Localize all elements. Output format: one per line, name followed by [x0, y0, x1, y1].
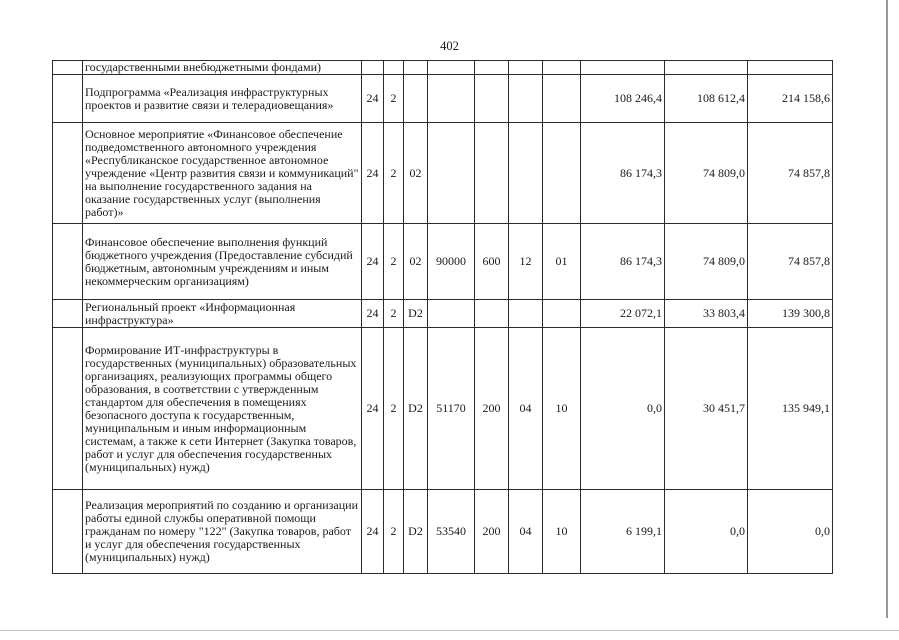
subsection-code-cell: 10: [543, 328, 581, 490]
section-code-cell: [509, 75, 543, 123]
program-code-cell: 24: [362, 490, 384, 574]
measure-code-cell: 02: [404, 224, 428, 300]
program-code-cell: 24: [362, 75, 384, 123]
subsection-code-cell: [543, 300, 581, 328]
direction-code-cell: [428, 61, 475, 75]
expense-type-cell: 200: [475, 490, 509, 574]
measure-code-cell: [404, 61, 428, 75]
section-code-cell: [509, 61, 543, 75]
direction-code-cell: 53540: [428, 490, 475, 574]
amount-year-3-cell: 139 300,8: [748, 300, 833, 328]
amount-year-1-cell: 0,0: [581, 328, 665, 490]
item-name-cell: Финансовое обеспечение выполнения функций бюджетного учреждения (Предоставление субсидий бюджетным, автономным учреждениям и иным некоммерческим организациям): [83, 224, 362, 300]
table-row: [53, 328, 833, 490]
table-row: [53, 123, 833, 224]
subsection-code-cell: [543, 61, 581, 75]
row-number-cell: [53, 224, 83, 300]
amount-year-3-cell: 214 158,6: [748, 75, 833, 123]
scan-edge-bottom: [0, 630, 899, 631]
budget-table: [52, 60, 833, 574]
direction-code-cell: 90000: [428, 224, 475, 300]
amount-year-1-cell: 22 072,1: [581, 300, 665, 328]
expense-type-cell: 200: [475, 328, 509, 490]
section-code-cell: 04: [509, 328, 543, 490]
subprogram-code-cell: 2: [384, 224, 404, 300]
measure-code-cell: D2: [404, 490, 428, 574]
direction-code-cell: [428, 300, 475, 328]
amount-year-3-cell: 74 857,8: [748, 224, 833, 300]
measure-code-cell: 02: [404, 123, 428, 224]
direction-code-cell: [428, 123, 475, 224]
amount-year-2-cell: 30 451,7: [665, 328, 748, 490]
row-number-cell: [53, 123, 83, 224]
section-code-cell: [509, 123, 543, 224]
amount-year-1-cell: 108 246,4: [581, 75, 665, 123]
amount-year-3-cell: 135 949,1: [748, 328, 833, 490]
row-number-cell: [53, 490, 83, 574]
amount-year-2-cell: 74 809,0: [665, 123, 748, 224]
amount-year-1-cell: [581, 61, 665, 75]
subsection-code-cell: 01: [543, 224, 581, 300]
subsection-code-cell: 10: [543, 490, 581, 574]
budget-table-body: [53, 61, 833, 574]
amount-year-1-cell: 86 174,3: [581, 123, 665, 224]
amount-year-2-cell: 108 612,4: [665, 75, 748, 123]
amount-year-2-cell: 33 803,4: [665, 300, 748, 328]
subprogram-code-cell: 2: [384, 328, 404, 490]
item-name-cell: Подпрограмма «Реализация инфраструктурных проектов и развитие связи и телерадиовещания»: [83, 75, 362, 123]
subprogram-code-cell: 2: [384, 123, 404, 224]
item-name-cell: Региональный проект «Информационная инфраструктура»: [83, 300, 362, 328]
item-name-cell: Основное мероприятие «Финансовое обеспечение подведомственного автономного учреждения «Республиканское государственное автономное учреждение «Центр развития связи и коммуникаций" на выполнение государственного задания на оказание государственных услуг (выполнения работ)»: [83, 123, 362, 224]
table-row: [53, 75, 833, 123]
measure-code-cell: D2: [404, 328, 428, 490]
amount-year-1-cell: 6 199,1: [581, 490, 665, 574]
subprogram-code-cell: 2: [384, 75, 404, 123]
item-name-cell: государственными внебюджетными фондами): [83, 61, 362, 75]
subprogram-code-cell: [384, 61, 404, 75]
measure-code-cell: [404, 75, 428, 123]
expense-type-cell: [475, 300, 509, 328]
table-row: [53, 490, 833, 574]
table-row: [53, 61, 833, 75]
program-code-cell: 24: [362, 328, 384, 490]
program-code-cell: 24: [362, 224, 384, 300]
expense-type-cell: 600: [475, 224, 509, 300]
item-name-cell: Реализация мероприятий по созданию и организации работы единой службы оперативной помощи гражданам по номеру "122" (Закупка товаров, работ и услуг для обеспечения государственных (муниципальных) нужд): [83, 490, 362, 574]
row-number-cell: [53, 328, 83, 490]
program-code-cell: [362, 61, 384, 75]
subprogram-code-cell: 2: [384, 490, 404, 574]
amount-year-3-cell: 74 857,8: [748, 123, 833, 224]
section-code-cell: [509, 300, 543, 328]
table-row: [53, 224, 833, 300]
row-number-cell: [53, 300, 83, 328]
table-row: [53, 300, 833, 328]
expense-type-cell: [475, 75, 509, 123]
amount-year-2-cell: [665, 61, 748, 75]
direction-code-cell: 51170: [428, 328, 475, 490]
section-code-cell: 12: [509, 224, 543, 300]
subsection-code-cell: [543, 75, 581, 123]
amount-year-2-cell: 0,0: [665, 490, 748, 574]
row-number-cell: [53, 61, 83, 75]
page-number: 402: [440, 39, 459, 53]
amount-year-1-cell: 86 174,3: [581, 224, 665, 300]
subsection-code-cell: [543, 123, 581, 224]
amount-year-3-cell: 0,0: [748, 490, 833, 574]
section-code-cell: 04: [509, 490, 543, 574]
measure-code-cell: D2: [404, 300, 428, 328]
program-code-cell: 24: [362, 300, 384, 328]
row-number-cell: [53, 75, 83, 123]
amount-year-2-cell: 74 809,0: [665, 224, 748, 300]
item-name-cell: Формирование ИТ-инфраструктуры в государственных (муниципальных) образовательных организациях, реализующих программы общего образования, в соответствии с утвержденным стандартом для обеспечения в помещениях безопасного доступа к государственным, муниципальным и иным информационным системам, а также к сети Интернет (Закупка товаров, работ и услуг для обеспечения государственных (муниципальных) нужд): [83, 328, 362, 490]
direction-code-cell: [428, 75, 475, 123]
subprogram-code-cell: 2: [384, 300, 404, 328]
scan-edge-right: [886, 0, 888, 618]
expense-type-cell: [475, 123, 509, 224]
amount-year-3-cell: [748, 61, 833, 75]
expense-type-cell: [475, 61, 509, 75]
program-code-cell: 24: [362, 123, 384, 224]
